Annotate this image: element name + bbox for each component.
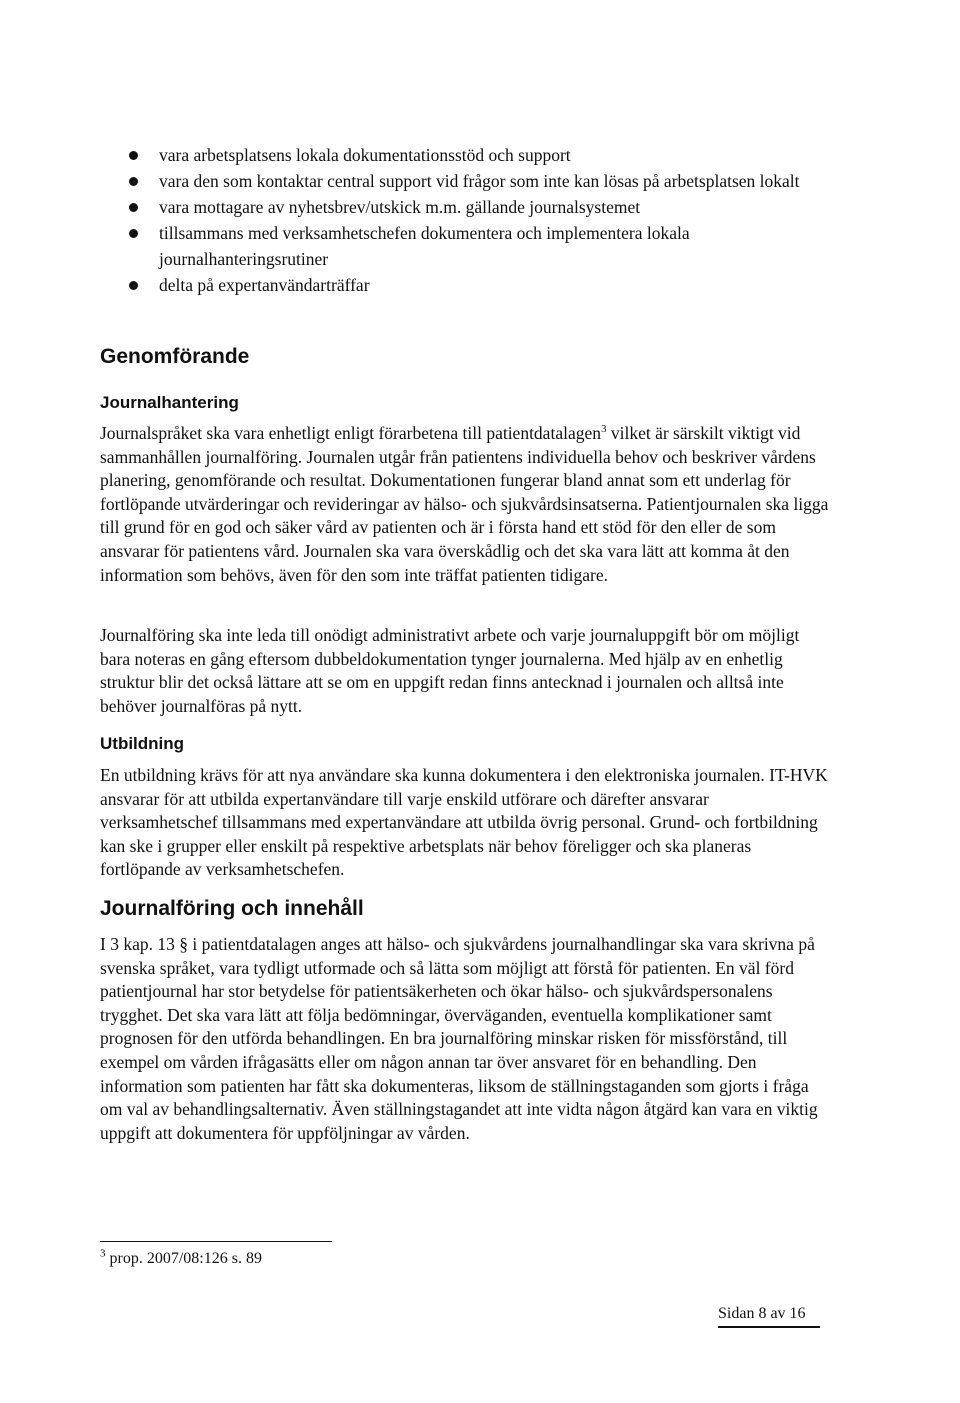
bullet-icon [129,229,138,238]
list-item: vara den som kontaktar central support vid frågor som inte kan lösas på arbetsplatsen lokalt [125,168,825,194]
bullet-icon [129,177,138,186]
list-item: delta på expertanvändarträffar [125,272,825,298]
footnote-number: 3 [100,1247,106,1260]
bullet-icon [129,203,138,212]
section-heading-genomforande: Genomförande [100,345,250,368]
subheading-utbildning: Utbildning [100,734,185,753]
utbildning-paragraph: En utbildning krävs för att nya användare ska kunna dokumentera i den elektroniska journalen. IT-HVK ansvarar för att utbilda expertanvändare till varje enskild utförare och därefter ansvarar verksamhetschef tillsammans med expertanvändare att utbilda övrig personal. Grund- och fortbildning kan ske i grupper eller enskilt på respektive arbetsplats när behov föreligger och ska planeras fortlöpande av verksamhetschefen. [100,765,828,880]
journalforing-paragraph: I 3 kap. 13 § i patientdatalagen anges att hälso- och sjukvårdens journalhandlingar ska vara skrivna på svenska språket, vara tydligt utformade och så lätta som möjligt att förstå för patienten. En väl förd patientjournal har stor betydelse för patientsäkerheten och ökar hälso- och sjukvårdspersonalens trygghet. Det ska vara lätt att följa bedömningar, överväganden, eventuella komplikationer samt prognosen för den utförda behandlingen. En bra journalföring minskar risken för missförstånd, till exempel om vården ifrågasätts eller om någon annan tar över ansvaret för en behandling. Den information som patienten har fått ska dokumenteras, liksom de ställningstaganden som gjorts i fråga om val av behandlingsalternativ. Även ställningstagandet att inte vidta någon åtgärd kan vara en viktig uppgift att dokumentera för uppföljningar av vården. [100,934,818,1143]
footnote-reference: 3 [600,423,607,436]
footnote-divider [100,1241,332,1242]
responsibility-list [125,142,825,298]
journalhantering-paragraph-2: Journalföring ska inte leda till onödigt administrativt arbete och varje journaluppgift bör om möjligt bara noteras en gång eftersom dubbeldokumentation tynger journalerna. Med hjälp av en enhetlig struktur blir det också lättare att se om en uppgift redan finns antecknad i journalen och alltså inte behöver journalföras på nytt. [100,625,800,716]
subheading-journalhantering: Journalhantering [100,393,239,412]
journalhantering-paragraph-1: Journalspråket ska vara enhetligt enligt förarbetena till patientdatalagen$^3$ vilket är särskilt viktigt vid sammanhållen journalföring. Journalen utgår från patientens individuella behov och beskriver vårdens planering, genomförande och resultat. Dokumentationen fungerar bland annat som ett underlag för fortlöpande utvärderingar och revideringar av hälso- och sjukvårdsinsatserna. Patientjournalen ska ligga till grund för en god och säker vård av patienten och är i första hand ett stöd för den eller de som ansvarar för patientens vård. Journalen ska vara överskådlig och det ska vara lätt att komma åt den information som behövs, även för den som inte träffat patienten tidigare. [100,423,829,585]
bullet-icon [129,151,138,160]
bullet-icon [129,281,138,290]
list-item: vara mottagare av nyhetsbrev/utskick m.m. gällande journalsystemet [125,194,825,220]
list-item: tillsammans med verksamhetschefen dokumentera och implementera lokala journalhanteringsrutiner [125,220,825,272]
page-number-underline [718,1326,820,1328]
page-number: Sidan 8 av 16 [718,1305,806,1322]
section-heading-journalforing: Journalföring och innehåll [100,897,364,920]
footnote: $^3$ prop. 2007/08:126 s. 89 [100,1247,262,1267]
list-item: vara arbetsplatsens lokala dokumentationsstöd och support [125,142,825,168]
